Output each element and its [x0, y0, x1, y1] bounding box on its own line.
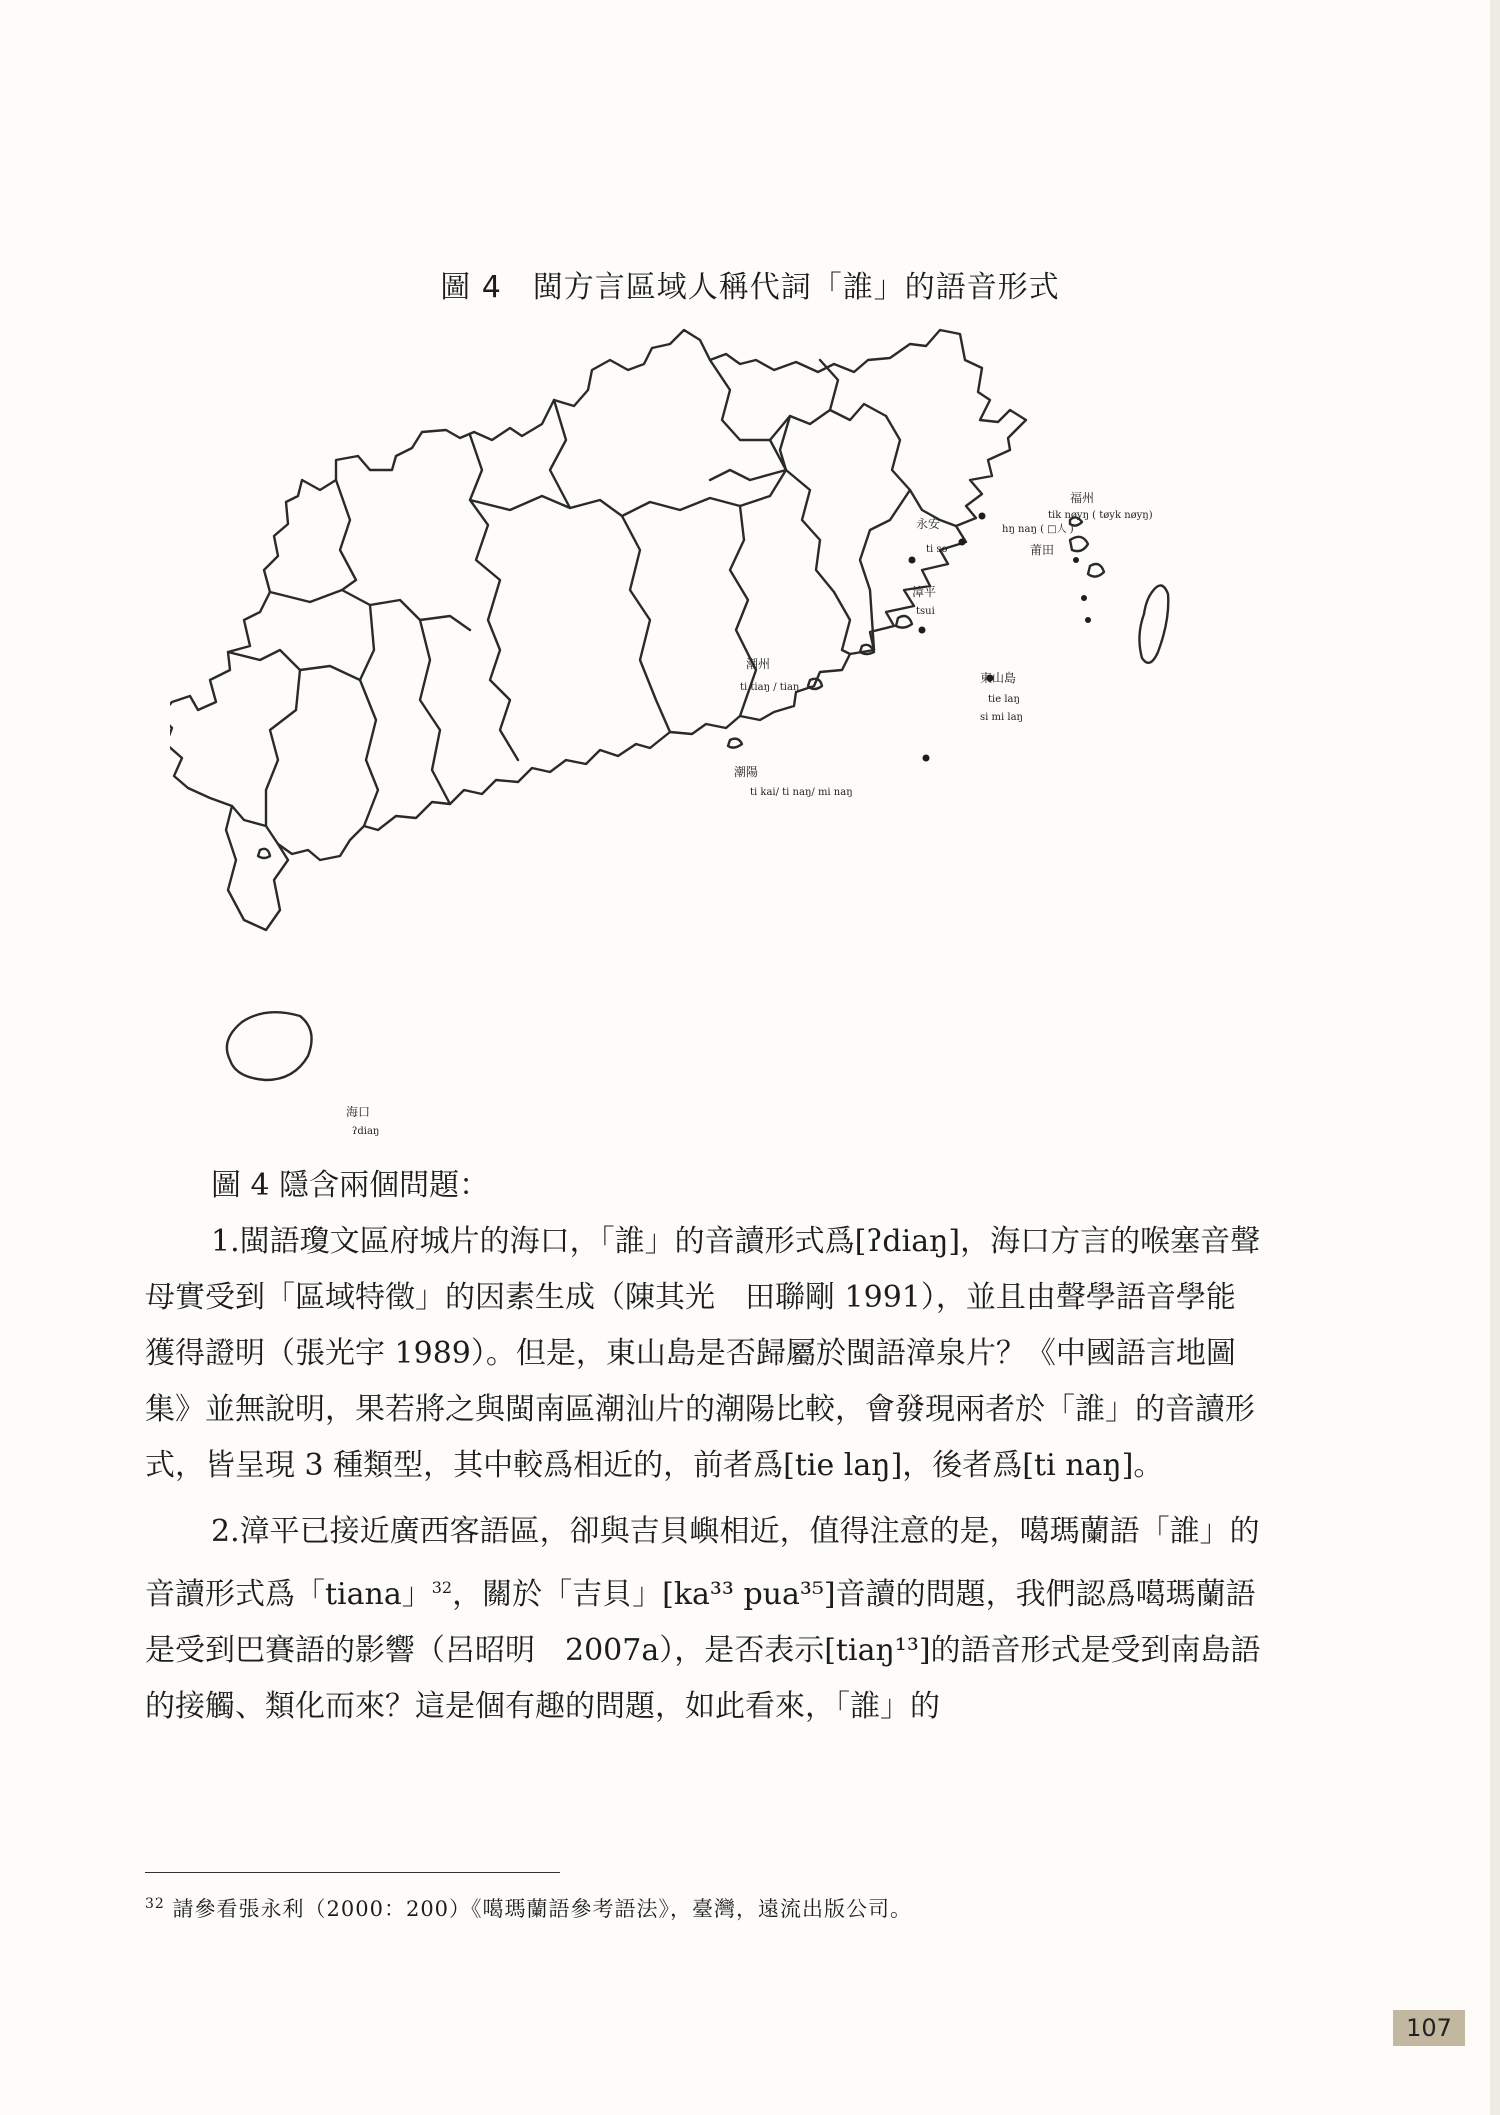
scan-edge — [1490, 0, 1500, 2115]
label-chaoyang-name: 潮陽 — [734, 765, 759, 779]
label-haikou-form: ʔdiaŋ — [352, 1126, 380, 1137]
label-zhangping-name: 漳平 — [912, 585, 937, 599]
mainland-outline — [170, 330, 1026, 860]
label-dongshan-name: 東山島 — [980, 671, 1017, 685]
label-fuzhou-name: 福州 — [1070, 491, 1095, 505]
page-number: 107 — [1393, 2010, 1465, 2046]
label-zhangping-form: tsui — [916, 606, 935, 617]
dialect-map — [170, 320, 1230, 1140]
label-putian-form: hŋ naŋ ( □人 ) — [1002, 524, 1074, 535]
label-chaozhou-form: ti tiaŋ / tiaŋ — [740, 682, 800, 693]
footnote-text: 請參看張永利（2000：200）《噶瑪蘭語參考語法》，臺灣，遠流出版公司。 — [172, 1897, 913, 1921]
label-yongan-name: 永安 — [916, 517, 941, 531]
paragraph-2-part-a: 2.漳平已接近廣西客語區，卻與吉貝嶼相近，值得注意的是，噶瑪蘭語「誰」的音讀形式爲「tiana」 — [145, 1514, 1260, 1612]
paragraph-1: 1.閩語瓊文區府城片的海口，「誰」的音讀形式爲[ʔdiaŋ]，海口方言的喉塞音聲母實受到「區域特徵」的因素生成（陳其光 田聯剛 1991），並且由聲學語音學能獲得證明（張光宇 1989）。但是，東山島是否歸屬於閩語漳泉片？《中國語言地圖集》並無說明，果若將之與閩南區潮汕片的潮陽比較，會發現兩者於「誰」的音讀形式，皆呈現 3 種類型，其中較爲相近的，前者爲[tie laŋ]，後者爲[ti naŋ]。 — [145, 1224, 1261, 1483]
paragraph-2-part-b: ，關於「吉貝」[ka³³ pua³⁵]音讀的問題，我們認爲噶瑪蘭語是受到巴賽語的影響（呂昭明 2007a），是否表示[tiaŋ¹³]的語音形式是受到南島語的接觸、類化而來？這是個有趣的問題，如此看來，「誰」的 — [145, 1577, 1261, 1724]
footnote-divider — [145, 1872, 560, 1873]
figure-title: 圖 4 閩方言區域人稱代詞「誰」的語音形式 — [440, 270, 1060, 305]
intro-paragraph: 圖 4 隱含兩個問題： — [211, 1168, 490, 1203]
body-text — [145, 1158, 1265, 1735]
label-chaozhou-name: 潮州 — [746, 657, 771, 671]
label-chaoyang-form: ti kai/ ti naŋ/ mi naŋ — [750, 787, 853, 798]
footnote — [145, 1893, 912, 1923]
hainan-island — [227, 1012, 312, 1080]
label-dongshan-form2: si mi laŋ — [980, 712, 1023, 723]
label-haikou-name: 海口 — [346, 1105, 371, 1119]
label-yongan-form: ti so — [926, 544, 948, 555]
label-fuzhou-form: tik nøyŋ ( tøyk nøyŋ) — [1048, 510, 1153, 521]
taiwan-island — [1139, 585, 1168, 662]
label-putian-name: 莆田 — [1030, 543, 1055, 557]
paragraph-2 — [145, 1504, 1265, 1735]
label-dongshan-form1: tie laŋ — [988, 694, 1020, 705]
footnote-number: 32 — [145, 1896, 165, 1912]
footnote-ref[interactable]: 32 — [431, 1578, 453, 1597]
